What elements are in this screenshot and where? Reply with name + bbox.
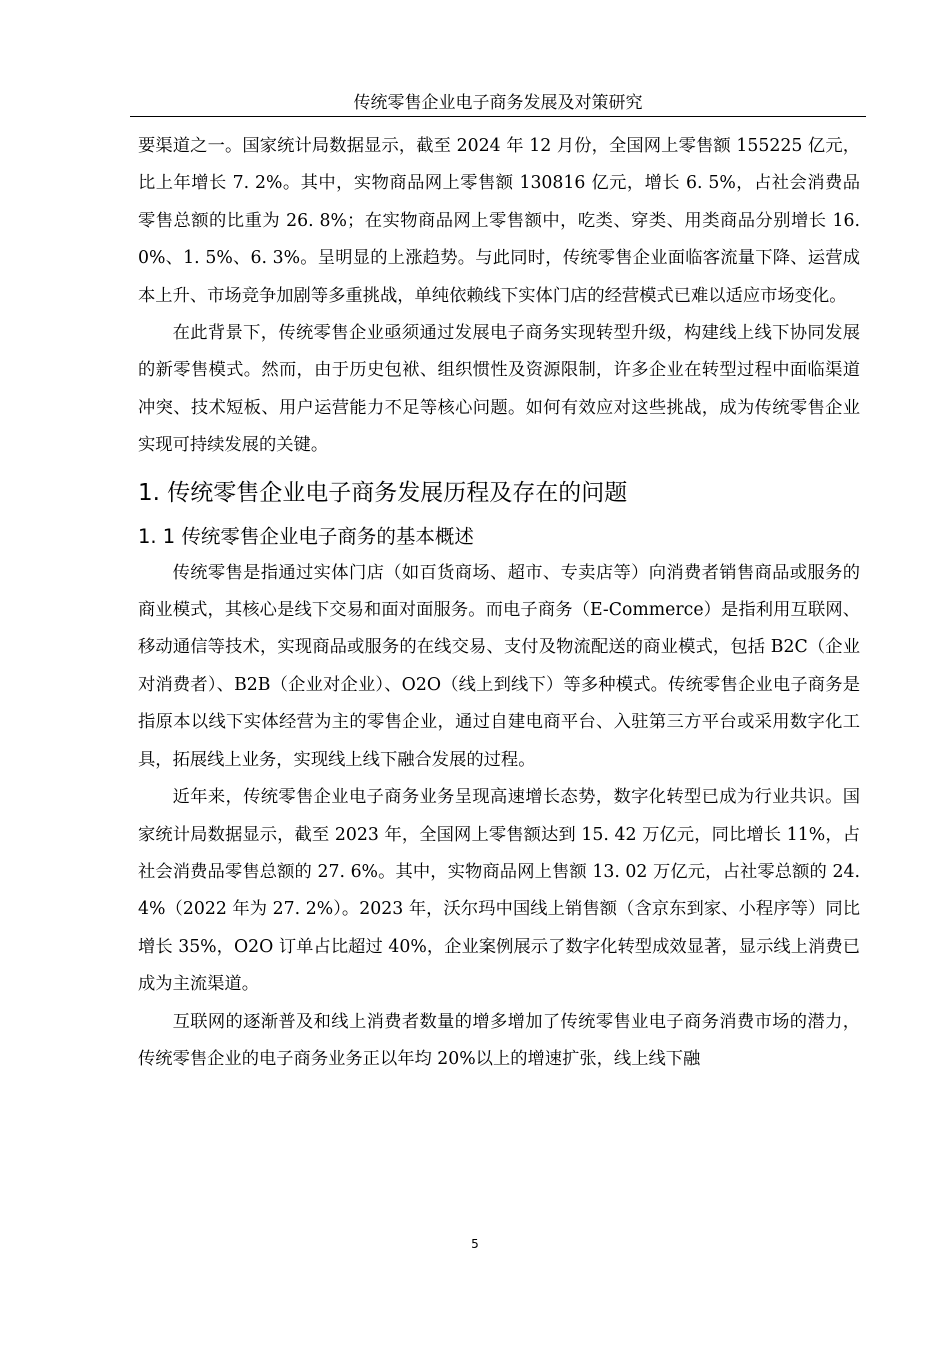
body-paragraph: 传统零售是指通过实体门店（如百货商场、超市、专卖店等）向消费者销售商品或服务的商业模式，其核心是线下交易和面对面服务。而电子商务（E-Commerce）是指利用互联网、移动通信等技术，实现商品或服务的在线交易、支付及物流配送的商业模式，包括 B2C（企业对消费者）、B2B（企业对企业）、O2O（线上到线下）等多种模式。传统零售企业电子商务是指原本以线下实体经营为主的零售企业，通过自建电商平台、入驻第三方平台或采用数字化工具，拓展线上业务，实现线上线下融合发展的过程。 — [138, 562, 860, 770]
running-header: 传统零售企业电子商务发展及对策研究 — [130, 90, 866, 117]
body-paragraph: 互联网的逐渐普及和线上消费者数量的增多增加了传统零售业电子商务消费市场的潜力，传统零售企业的电子商务业务正以年均 20%以上的增速扩张，线上线下融 — [138, 1011, 860, 1069]
body-paragraph: 近年来，传统零售企业电子商务业务呈现高速增长态势，数字化转型已成为行业共识。国家统计局数据显示，截至 2023 年，全国网上零售额达到 15. 42 万亿元，同比增长 11%，占社会消费品零售总额的 27. 6%。其中，实物商品网上售额 13. 02 万亿元，占社零总额的 24. 4%（2022 年为 27. 2%）。2023 年，沃尔玛中国线上销售额（含京东到家、小程序等）同比增长 35%，O2O 订单占比超过 40%，企业案例展示了数字化转型成效显著，显示线上消费已成为主流渠道。 — [138, 787, 860, 995]
body-paragraph: 在此背景下，传统零售企业亟须通过发展电子商务实现转型升级，构建线上线下协同发展的新零售模式。然而，由于历史包袱、组织惯性及资源限制，许多企业在转型过程中面临渠道冲突、技术短板、用户运营能力不足等核心问题。如何有效应对这些挑战，成为传统零售企业实现可持续发展的关键。 — [138, 323, 860, 456]
body-paragraph: 要渠道之一。国家统计局数据显示，截至 2024 年 12 月份，全国网上零售额 155225 亿元，比上年增长 7. 2%。其中，实物商品网上零售额 130816 亿元，增长 6. 5%，占社会消费品零售总额的比重为 26. 8%；在实物商品网上零售额中，吃类、穿类、用类商品分别增长 16. 0%、1. 5%、6. 3%。呈明显的上涨趋势。与此同时，传统零售企业面临客流量下降、运营成本上升、市场竞争加剧等多重挑战，单纯依赖线下实体门店的经营模式已难以适应市场变化。 — [138, 136, 860, 306]
page-body — [138, 128, 860, 1078]
page-number: 5 — [471, 1237, 479, 1251]
section-heading: 1. 传统零售企业电子商务发展历程及存在的问题 — [138, 479, 628, 506]
subsection-heading: 1. 1 传统零售企业电子商务的基本概述 — [138, 524, 474, 548]
